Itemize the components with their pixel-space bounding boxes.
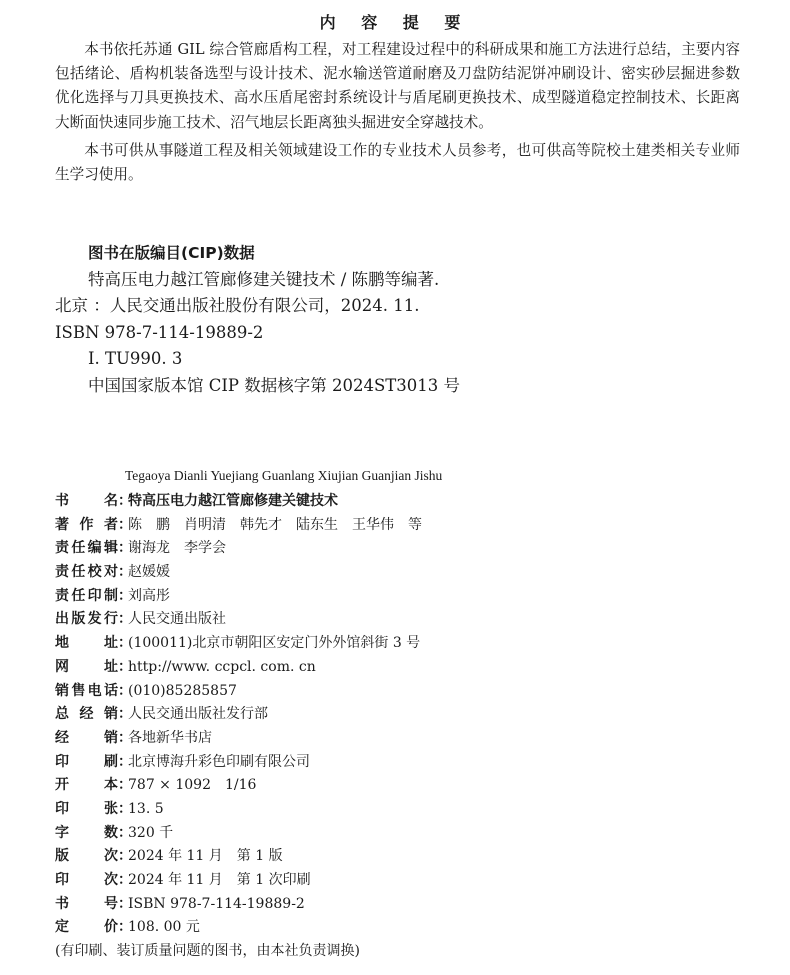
info-value: 谢海龙 李学会 <box>128 540 226 557</box>
info-value: 各地新华书店 <box>128 729 212 746</box>
colon: ： <box>118 706 132 723</box>
copyright-info-table <box>55 490 655 964</box>
colon: ： <box>118 848 132 865</box>
info-row <box>55 656 655 680</box>
info-label-char: 价 <box>104 919 118 936</box>
colon: ： <box>118 658 132 675</box>
info-label-char: 网 <box>55 658 69 675</box>
info-value: 2024 年 11 月 第 1 版 <box>128 848 283 865</box>
info-label-char: 出 <box>55 611 69 628</box>
info-label <box>55 608 118 632</box>
info-row <box>55 632 655 656</box>
info-label <box>55 893 118 917</box>
info-row <box>55 561 655 585</box>
summary-paragraph: 本书可供从事隧道工程及相关领域建设工作的专业技术人员参考，也可供高等院校土建类相关专业师生学习使用。 <box>55 141 740 184</box>
info-value: ISBN 978-7-114-19889-2 <box>128 895 305 912</box>
info-value: 787 × 1092 1/16 <box>128 777 257 794</box>
cip-heading: 图书在版编目(CIP)数据 <box>88 244 255 262</box>
info-label <box>55 703 118 727</box>
info-label-char: 作 <box>79 516 94 533</box>
info-label-char: 编 <box>87 540 102 557</box>
info-value: 13. 5 <box>128 800 164 817</box>
info-label <box>55 656 118 680</box>
info-row <box>55 585 655 609</box>
colon: ： <box>118 895 132 912</box>
cip-title-line: 特高压电力越江管廊修建关键技术 / 陈鹏等编著. <box>88 269 440 289</box>
info-row <box>55 822 655 846</box>
info-label-char: 本 <box>104 777 118 794</box>
info-label-char: 开 <box>55 777 69 794</box>
info-row <box>55 537 655 561</box>
info-label-char: 销 <box>104 706 118 723</box>
info-label-char: 址 <box>104 658 118 675</box>
info-label <box>55 845 118 869</box>
info-label-char: 电 <box>87 682 102 699</box>
info-label-char: 字 <box>55 824 69 841</box>
info-value: 特高压电力越江管廊修建关键技术 <box>128 493 338 509</box>
info-value: (010)85285857 <box>128 682 237 699</box>
info-value: 刘高彤 <box>128 587 170 604</box>
info-value: 108. 00 元 <box>128 919 200 936</box>
info-row <box>55 798 655 822</box>
info-label <box>55 869 118 893</box>
colon: ： <box>118 493 132 509</box>
info-label <box>55 822 118 846</box>
summary-paragraph: 本书依托苏通 GIL 综合管廊盾构工程，对工程建设过程中的科研成果和施工方法进行总结，主要内容包括绪论、盾构机装备选型与设计技术、泥水输送管道耐磨及刀盘防结泥饼冲刷设计、密实砂层掘进参数优化选择与刀具更换技术、高水压盾尾密封系统设计与盾尾刷更换技术、成型隧道稳定控制技术、长距离大断面快速同步施工技术、沼气地层长距离独头掘进安全穿越技术。 <box>55 41 740 131</box>
info-row <box>55 751 655 775</box>
info-value: (100011)北京市朝阳区安定门外外馆斜街 3 号 <box>128 635 421 652</box>
info-label-char: 任 <box>71 587 86 604</box>
info-value: http://www. ccpcl. com. cn <box>128 658 316 675</box>
info-label-char: 次 <box>104 872 118 888</box>
title-pinyin: Tegaoya Dianli Yuejiang Guanlang Xiujian Guanjian Jishu <box>125 468 443 483</box>
info-label-char: 著 <box>55 516 69 533</box>
info-row <box>55 916 655 940</box>
info-row <box>55 608 655 632</box>
info-label-char: 销 <box>104 729 118 746</box>
info-label-char: 印 <box>55 872 69 888</box>
info-label-char: 售 <box>71 682 86 699</box>
info-label-char: 定 <box>55 919 69 936</box>
colon: ： <box>118 800 132 817</box>
info-label <box>55 916 118 940</box>
info-label-char: 辑 <box>103 540 118 557</box>
info-label <box>55 585 118 609</box>
info-label <box>55 798 118 822</box>
info-label-char: 名 <box>104 493 118 509</box>
cip-classification-line: Ⅰ. TU990. 3 <box>88 349 183 368</box>
info-row <box>55 869 655 893</box>
colon: ： <box>118 516 132 533</box>
info-label-char: 刷 <box>104 753 118 770</box>
info-row <box>55 774 655 798</box>
summary-section <box>55 38 740 191</box>
info-label <box>55 561 118 585</box>
summary-title: 内 容 提 要 <box>319 13 471 32</box>
info-label-char: 对 <box>103 564 118 581</box>
info-label-char: 印 <box>55 753 69 770</box>
info-row <box>55 845 655 869</box>
info-label-char: 任 <box>71 564 86 581</box>
info-label-char: 责 <box>55 540 69 557</box>
info-label-char: 印 <box>87 587 102 604</box>
info-value: 人民交通出版社 <box>128 611 226 628</box>
info-row <box>55 893 655 917</box>
info-label <box>55 490 118 514</box>
info-label-char: 张 <box>104 800 118 817</box>
info-label-char: 号 <box>104 895 118 912</box>
cip-isbn-line: ISBN 978-7-114-19889-2 <box>55 322 264 342</box>
info-row <box>55 490 655 514</box>
info-label-char: 者 <box>104 516 118 533</box>
info-label-char: 校 <box>87 564 102 581</box>
colon: ： <box>118 635 132 652</box>
colon: ： <box>118 587 132 604</box>
info-value: 人民交通出版社发行部 <box>128 706 268 723</box>
colon: ： <box>118 682 132 699</box>
info-label <box>55 774 118 798</box>
colon: ： <box>118 611 132 628</box>
colon: ： <box>118 872 132 888</box>
info-label-char: 责 <box>55 587 69 604</box>
info-label-char: 总 <box>55 706 69 723</box>
colon: ： <box>118 919 132 936</box>
quality-note: (有印刷、装订质量问题的图书，由本社负责调换) <box>55 943 360 960</box>
cip-data-block <box>55 240 555 399</box>
info-row <box>55 514 655 538</box>
info-label-char: 次 <box>104 848 118 865</box>
info-value: 赵媛媛 <box>128 564 170 581</box>
info-label <box>55 680 118 704</box>
info-label-char: 数 <box>104 824 118 841</box>
info-label <box>55 727 118 751</box>
info-value: 2024 年 11 月 第 1 次印刷 <box>128 872 311 888</box>
info-label-char: 书 <box>55 493 69 509</box>
info-label-char: 销 <box>55 682 69 699</box>
colon: ： <box>118 824 132 841</box>
info-row <box>55 680 655 704</box>
colon: ： <box>118 564 132 581</box>
info-label-char: 经 <box>79 706 94 723</box>
info-label-char: 发 <box>87 611 102 628</box>
info-label-char: 制 <box>103 587 118 604</box>
colon: ： <box>118 777 132 794</box>
info-row <box>55 727 655 751</box>
info-row <box>55 703 655 727</box>
info-value: 陈 鹏 肖明清 韩先才 陆东生 王华伟 等 <box>128 516 422 533</box>
cip-record-number: 中国国家版本馆 CIP 数据核字第 2024ST3013 号 <box>88 375 461 395</box>
colon: ： <box>118 729 132 746</box>
info-label-char: 责 <box>55 564 69 581</box>
info-label-char: 版 <box>55 848 69 865</box>
info-value: 320 千 <box>128 824 174 841</box>
info-label-char: 版 <box>71 611 86 628</box>
colon: ： <box>118 753 132 770</box>
info-label-char: 印 <box>55 800 69 817</box>
info-label-char: 书 <box>55 895 69 912</box>
info-label-char: 址 <box>104 635 118 652</box>
info-label-char: 经 <box>55 729 69 746</box>
info-label <box>55 632 118 656</box>
colon: ： <box>118 540 132 557</box>
info-label-char: 话 <box>103 682 118 699</box>
info-label <box>55 537 118 561</box>
info-value: 北京博海升彩色印刷有限公司 <box>128 753 310 770</box>
info-label-char: 行 <box>103 611 118 628</box>
info-label <box>55 514 118 538</box>
cip-publisher-line: 北京 ：人民交通出版社股份有限公司，2024. 11. <box>55 296 420 315</box>
info-label-char: 地 <box>55 635 69 652</box>
info-label-char: 任 <box>71 540 86 557</box>
info-label <box>55 751 118 775</box>
